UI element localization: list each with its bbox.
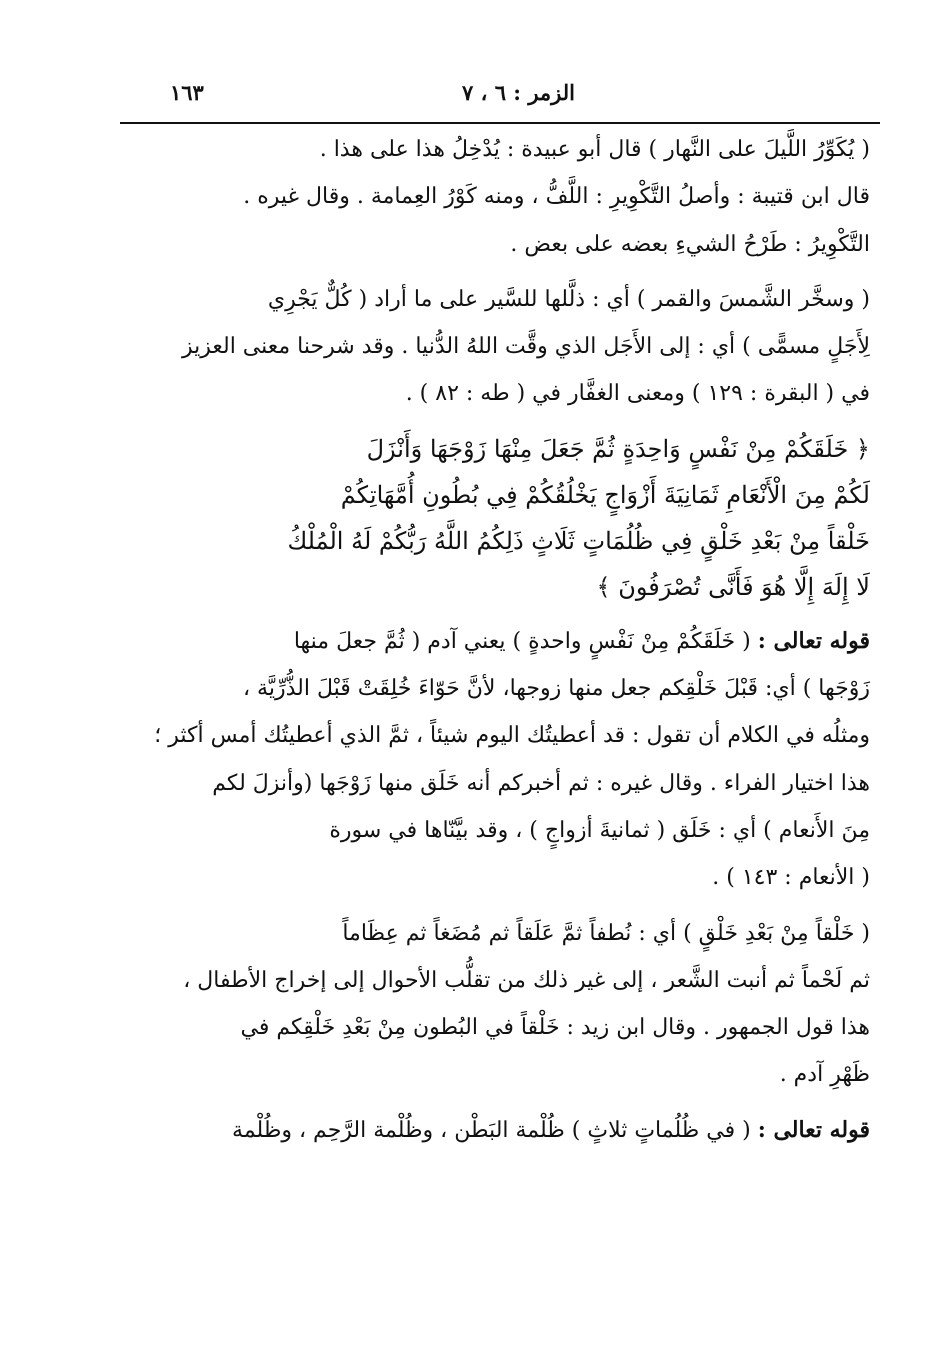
text-line: ومثلُه في الكلام أن تقول : قد أعطيتُك اليوم شيئاً ، ثمَّ الذي أعطيتُك أمس أكثر ؛: [154, 723, 870, 749]
text-line: ( يُكَوِّرُ اللَّيلَ على النَّهار ) قال أبو عبيدة : يُدْخِلُ هذا على هذا .: [319, 137, 870, 162]
text-line: ظَهْرِ آدم .: [779, 1062, 870, 1088]
text-line: ( الأنعام : ١٤٣ ) .: [712, 865, 870, 891]
commentary-lead: قوله تعالى :: [757, 1116, 870, 1143]
paragraph-stages: [130, 910, 870, 1099]
verse-line: خَلْقاً مِنْ بَعْدِ خَلْقٍ فِي ظُلُمَاتٍ ثَلَاثٍ ذَلِكُمُ اللَّهُ رَبُّكُمْ لَهُ الْمُلْكُ: [287, 526, 870, 555]
paragraph-darkness: [130, 1107, 870, 1154]
text-line: في ( البقرة : ١٢٩ ) ومعنى الغفَّار في ( طه : ٨٢ ) .: [405, 381, 870, 407]
text-span: ( خَلَقَكُمْ مِنْ نَفْسٍ واحدةٍ ) يعني آدم ( ثُمَّ جعلَ منها: [293, 628, 751, 654]
paragraph-sun-moon: [130, 276, 870, 418]
text-line: ( خَلْقاً مِنْ بَعْدِ خَلْقٍ ) أي : نُطفاً ثمَّ عَلَقاً ثم مُضَغاً ثم عِظَاماً: [342, 920, 870, 946]
text-line: زَوْجَها ) أي: قَبْلَ خَلْقِكم جعل منها زوجها، لأنَّ حَوّاءَ خُلِقَتْ قَبْلَ الذُّرِّيَّة ،: [242, 676, 870, 702]
page-header: [120, 62, 880, 112]
text-line: لِأَجَلٍ مسمًّى ) أي : إلى الأَجَل الذي وقَّت اللهُ الدُّنيا . وقد شرحنا معنى العزيز: [181, 334, 870, 360]
quran-verse-block: [130, 426, 870, 610]
verse-line: ﴿ خَلَقَكُمْ مِنْ نَفْسٍ وَاحِدَةٍ ثُمَّ جَعَلَ مِنْهَا زَوْجَهَا وَأَنْزَلَ: [366, 434, 870, 463]
text-line: [130, 1107, 870, 1154]
commentary-lead: قوله تعالى :: [757, 627, 870, 654]
running-title: الزمر : ٦ ، ٧: [462, 80, 575, 105]
header-rule: [120, 122, 880, 124]
verse-line: لَا إِلَهَ إِلَّا هُوَ فَأَنَّى تُصْرَفُونَ ﴾: [596, 572, 870, 601]
text-line: [130, 618, 870, 665]
text-line: هذا قول الجمهور . وقال ابن زيد : خَلْقاً في البُطون مِنْ بَعْدِ خَلْقِكم في: [240, 1015, 870, 1041]
text-span: ( في ظُلُماتٍ ثلاثٍ ) ظُلْمة البَطْن ، وظُلْمة الرَّحِم ، وظُلْمة: [232, 1117, 751, 1143]
text-line: ( وسخَّر الشَّمسَ والقمر ) أي : ذلَّلها للسَّير على ما أراد ( كُلٌّ يَجْرِي: [267, 286, 870, 312]
text-line: مِنَ الأَنعام ) أي : خَلَق ( ثمانيةَ أزواجٍ ) ، وقد بيَّنّاها في سورة: [329, 817, 870, 843]
page-body: [130, 126, 870, 1154]
text-line: قال ابن قتيبة : وأصلُ التَّكْوِيرِ : اللَّفُّ ، ومنه كَوْرُ العِمامة . وقال غيره .: [243, 184, 870, 210]
text-line: هذا اختيار الفراء . وقال غيره : ثم أخبركم أنه خَلَق منها زَوْجَها (وأنزلَ لكم: [212, 770, 870, 796]
paragraph-creation: [130, 618, 870, 902]
page-number: ١٦٣: [170, 80, 204, 105]
verse-line: لَكُمْ مِنَ الْأَنْعَامِ ثَمَانِيَةَ أَزْوَاجٍ يَخْلُقُكُمْ فِي بُطُونِ أُمَّهَاتِكُمْ: [340, 480, 870, 509]
text-line: ثم لَحْماً ثم أنبت الشَّعر ، إلى غير ذلك من تقلُّب الأحوال إلى إخراج الأطفال ،: [183, 967, 870, 993]
text-line: التَّكْوِيرُ : طَرْحُ الشيءِ بعضه على بعض .: [510, 231, 870, 257]
paragraph-takweer: [130, 126, 870, 268]
